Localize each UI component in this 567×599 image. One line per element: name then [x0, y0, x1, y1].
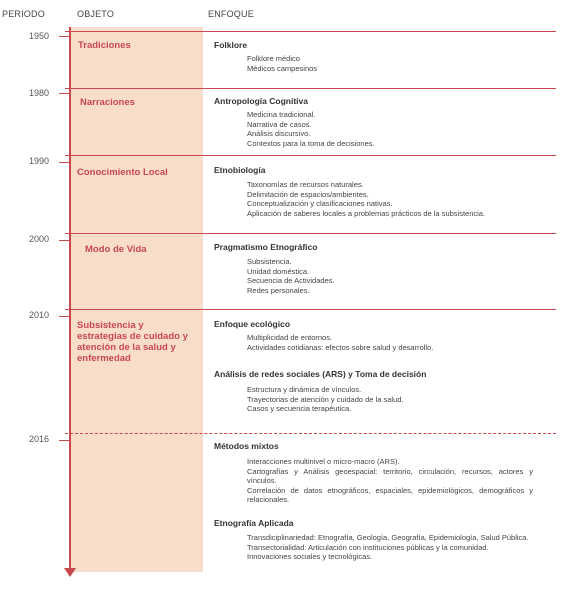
approach-item: Análisis discursivo. [247, 129, 311, 138]
approach-item: Casos y secuencia terapéutica. [247, 404, 352, 413]
approach-title: Enfoque ecológico [214, 319, 291, 329]
approach-item: Taxonomías de recursos naturales. [247, 180, 364, 189]
approach-items [247, 333, 433, 352]
approach-item: Unidad doméstica. [247, 266, 310, 276]
objeto-band [70, 27, 203, 572]
year-label: 1950 [29, 31, 50, 41]
header-periodo: PERIODO [2, 9, 45, 19]
approach-title: Análisis de redes sociales (ARS) y Toma de decisión [214, 369, 427, 379]
approach-item: Interacciones multinivel o micro-macro (ARS). [247, 457, 400, 466]
year-label: 1980 [29, 88, 50, 98]
separator-1980 [65, 88, 556, 89]
header-enfoque: ENFOQUE [208, 9, 254, 19]
approach-item: Aplicación de saberes locales a problemas prácticos de la subsistencia. [247, 208, 486, 218]
approach-items [247, 385, 403, 414]
approach-item: Correlación de datos etnográficos, espaciales, epidemiológicos, demográficos y relacionales. [247, 485, 533, 504]
year-label: 2016 [29, 434, 50, 444]
timeline-axis [69, 27, 71, 570]
approach-items [247, 457, 533, 505]
approach-title: Antropología Cognitiva [214, 96, 308, 106]
approach-item: Cartografías y Análisis geoespacial: territorio, circulación, recursos, actores y vínculos. [247, 466, 533, 485]
tick-1950 [59, 36, 70, 37]
separator-2016 [65, 433, 556, 434]
approach-item: Medicina tradicional. [247, 110, 316, 119]
approach-item: Delimitación de espacios/ambientes. [247, 189, 369, 199]
approach-item: Trayectorias de atención y cuidado de la salud. [247, 394, 404, 404]
approach-items [247, 110, 375, 148]
approach-title: Métodos mixtos [214, 441, 279, 451]
approach-item: Contextos para la toma de decisiones. [247, 138, 375, 148]
approach-items [247, 54, 317, 73]
approach-item: Redes personales. [247, 285, 310, 295]
approach-item: Subsistencia. [247, 257, 292, 266]
separator-1990 [65, 155, 556, 156]
approach-item: Transectorialidad: Articulación con instituciones públicas y la comunidad. [247, 542, 489, 552]
separator-2010 [65, 309, 556, 310]
approach-item: Médicos campesinos [247, 63, 318, 73]
tick-2000 [59, 240, 70, 241]
year-label: 2000 [29, 234, 50, 244]
approach-item: Innovaciones sociales y tecnológicas. [247, 552, 373, 561]
approach-item: Folklore médico [247, 54, 300, 63]
approach-item: Secuencia de Actividades. [247, 276, 335, 285]
timeline-arrow-icon [64, 568, 76, 577]
year-label: 1990 [29, 156, 50, 166]
approach-item: Conceptualización y clasificaciones nativas. [247, 199, 393, 208]
approach-item: Multiplicidad de entornos. [247, 333, 333, 342]
approach-items [247, 533, 533, 562]
header-objeto: OBJETO [77, 9, 115, 19]
tick-2016 [59, 440, 70, 441]
separator-1950 [65, 31, 556, 32]
period-label: Modo de Vida [85, 244, 147, 255]
tick-2010 [59, 316, 70, 317]
approach-title: Pragmatismo Etnográfico [214, 242, 318, 252]
approach-item: Narrativa de casos. [247, 119, 312, 129]
approach-title: Etnografía Aplicada [214, 518, 294, 528]
approach-item: Actividades cotidianas: efectos sobre salud y desarrollo. [247, 342, 434, 352]
period-label: Narraciones [80, 97, 135, 108]
approach-title: Folklore [214, 40, 248, 50]
approach-title: Etnobiología [214, 165, 266, 175]
approach-items [247, 257, 335, 295]
tick-1990 [59, 162, 70, 163]
separator-2000 [65, 233, 556, 234]
period-label: Tradiciones [78, 40, 131, 51]
period-label: Conocimiento Local [77, 167, 168, 178]
period-label: Subsistencia y estrategias de cuidado y atención de la salud y enfermedad [77, 320, 188, 364]
year-label: 2010 [29, 310, 50, 320]
tick-1980 [59, 93, 70, 94]
approach-items [247, 180, 485, 218]
approach-item: Transdiciplinariedad: Etnografía, Geología, Geografía, Epidemiología, Salud Pública. [247, 533, 529, 542]
approach-item: Estructura y dinámica de vínculos. [247, 385, 362, 394]
